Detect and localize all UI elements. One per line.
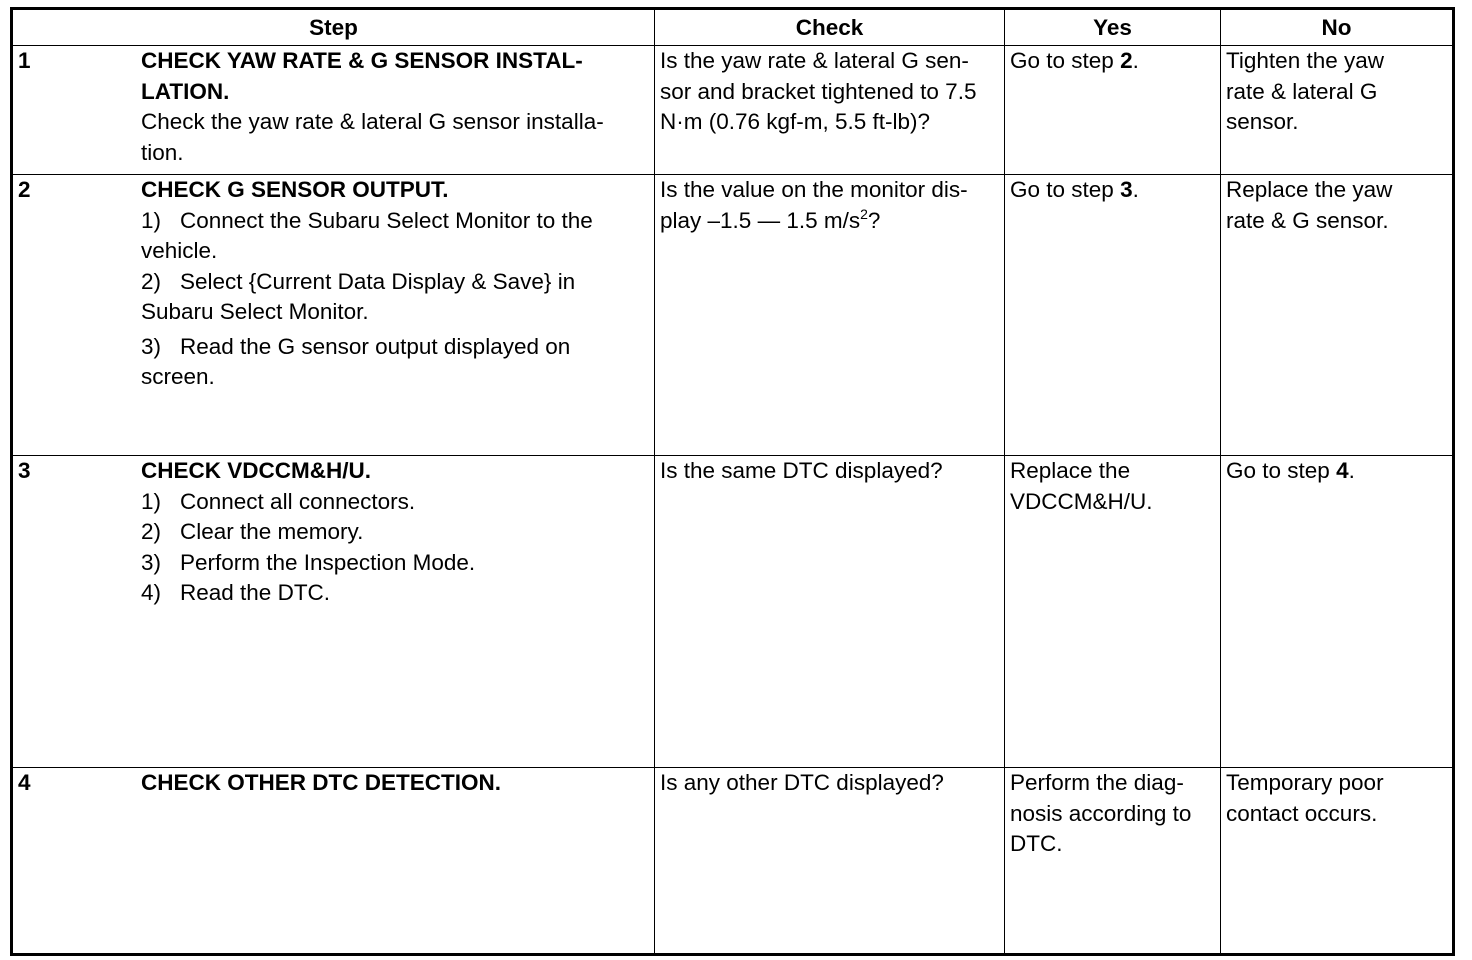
table-row [12,46,1454,175]
sub-step-item [141,487,643,518]
sub-step-item [141,332,643,393]
check-cell [655,175,1005,456]
table-row [12,768,1454,955]
check-line: Is any other DTC displayed? [660,770,944,795]
step-number: 2 [18,177,31,202]
no-line: Replace the yaw [1226,177,1393,202]
sub-step-number: 1) [141,207,162,233]
no-cell [1221,175,1454,456]
sub-step-text: Subaru Select Monitor. [141,299,369,324]
table-row [12,456,1454,768]
no-suffix: . [1348,458,1355,483]
check-cell [655,46,1005,175]
header-no: No [1221,9,1454,46]
no-line: sensor. [1226,109,1299,134]
sub-step-number: 2) [141,268,162,294]
no-step-ref: 4 [1336,458,1349,483]
yes-cell [1005,46,1221,175]
header-step: Step [12,9,655,46]
no-line: Temporary poor [1226,770,1384,795]
check-text: ? [867,207,881,233]
step-body-line: Check the yaw rate & lateral G sensor installa- [141,109,604,134]
step-cell [12,456,655,768]
sub-step-text: Read the DTC. [180,580,331,605]
sub-step-text: Select {Current Data Display & Save} in [180,268,576,294]
step-cell [12,768,655,955]
sub-step-text: screen. [141,364,215,389]
yes-line: VDCCM&H/U. [1010,488,1153,514]
check-cell [655,768,1005,955]
yes-cell [1005,768,1221,955]
no-line: Tighten the yaw [1226,48,1385,73]
no-cell [1221,768,1454,955]
step-number: 3 [18,458,31,483]
sub-step-number: 3) [141,549,162,575]
yes-text: Go to step [1010,48,1121,73]
check-cell [655,456,1005,768]
check-text: play –1.5 — 1.5 m/s [660,207,861,233]
header-yes: Yes [1005,9,1221,46]
step-body-line: tion. [141,139,184,165]
no-line: rate & G sensor. [1226,207,1389,233]
yes-suffix: . [1132,48,1139,73]
yes-cell [1005,456,1221,768]
step-body [141,46,649,168]
superscript: 2 [860,205,868,222]
sub-step-text: Connect all connectors. [180,488,416,514]
sub-step-number: 2) [141,519,162,544]
check-line: Is the same DTC displayed? [660,458,943,483]
yes-cell [1005,175,1221,456]
sub-step-item [141,517,643,548]
step-cell [12,175,655,456]
check-line: sor and bracket tightened to 7.5 [660,78,977,104]
yes-line: Replace the [1010,458,1131,483]
yes-line: nosis according to [1010,800,1192,826]
step-body [141,456,649,609]
yes-suffix: . [1132,177,1139,202]
no-text: Go to step [1226,458,1337,483]
no-line: contact occurs. [1226,800,1378,826]
step-number: 4 [18,770,31,795]
step-title-line: CHECK OTHER DTC DETECTION. [141,770,501,795]
check-line: Is the value on the monitor dis- [660,177,968,202]
sub-step-text: Clear the memory. [180,519,364,544]
header-row [12,9,1454,46]
yes-step-ref: 2 [1120,48,1133,73]
sub-step-text: Read the G sensor output displayed on [180,333,571,359]
sub-step-number: 1) [141,488,162,514]
no-line: rate & lateral G [1226,78,1378,104]
header-check: Check [655,9,1005,46]
step-title-line: CHECK VDCCM&H/U. [141,458,371,483]
step-body [141,175,649,393]
sub-step-text: vehicle. [141,238,218,263]
table-row [12,175,1454,456]
sub-step-item [141,578,643,609]
sub-step-text: Perform the Inspection Mode. [180,549,476,575]
yes-step-ref: 3 [1120,177,1133,202]
step-title-line: LATION. [141,78,230,104]
no-cell [1221,46,1454,175]
sub-step-number: 3) [141,333,162,359]
step-number: 1 [18,48,31,73]
check-line [660,206,999,237]
diagnostic-table [10,7,1455,956]
step-cell [12,46,655,175]
sub-step-item [141,267,643,328]
step-title-line: CHECK G SENSOR OUTPUT. [141,177,449,202]
no-cell [1221,456,1454,768]
yes-line: Perform the diag- [1010,770,1184,795]
yes-text: Go to step [1010,177,1121,202]
step-body [141,768,649,799]
yes-line: DTC. [1010,831,1063,856]
sub-step-item [141,548,643,579]
check-line: Is the yaw rate & lateral G sen- [660,48,969,73]
step-title-line: CHECK YAW RATE & G SENSOR INSTAL- [141,48,583,73]
sub-step-text: Connect the Subaru Select Monitor to the [180,207,593,233]
check-line: N·m (0.76 kgf-m, 5.5 ft-lb)? [660,109,931,134]
sub-step-item [141,206,643,267]
sub-step-number: 4) [141,580,162,605]
